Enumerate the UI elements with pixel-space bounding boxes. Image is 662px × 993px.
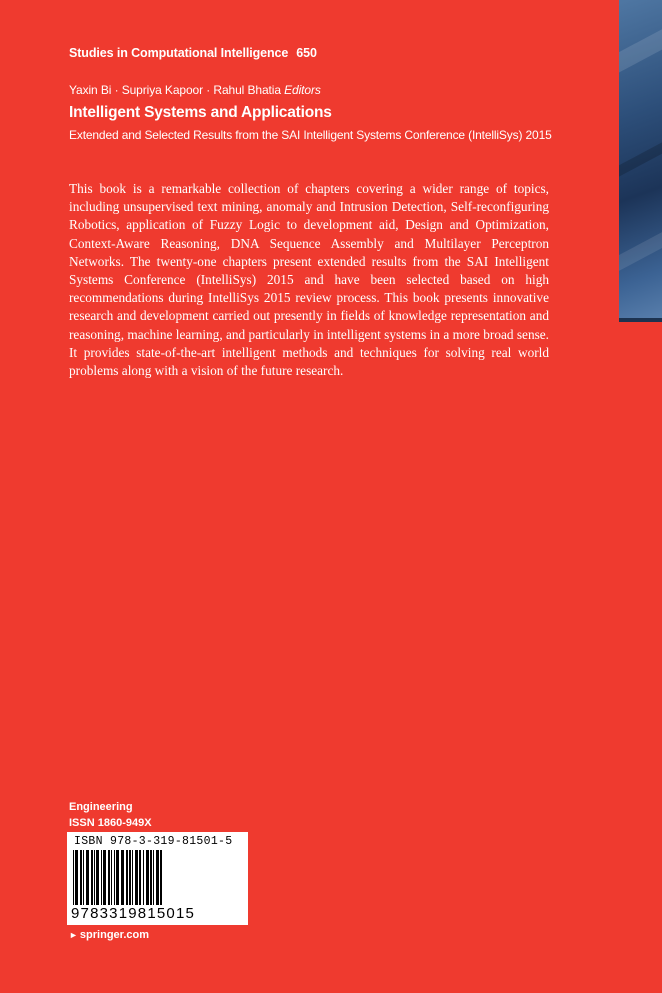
publisher-url[interactable] — [69, 929, 149, 941]
barcode-bar — [146, 850, 149, 905]
book-description: This book is a remarkable collection of chapters covering a wider range of topics, including unsupervised text mining, anomaly and Intrusion Detection, Self-reconfiguring Robotics, application of Fuzzy Logic to development aid, Design and Optimization, Context-Aware Reasoning, DNA Sequence Assembly and Multilayer Perceptron Networks. The twenty-one chapters present extended results from the SAI Intelligent Systems Conference (IntelliSys) 2015 and have been selected based on high recommendations during IntelliSys 2015 review process. This book presents innovative research and development carried out presently in fields of knowledge representation and reasoning, machine learning, and particularly in intelligent systems in a more broad sense. It provides state-of-the-art intelligent methods and techniques for solving real world problems along with a vision of the future research. — [69, 181, 549, 379]
cover-image-strip — [619, 0, 662, 322]
barcode-bar — [126, 850, 128, 905]
editor-names: Yaxin Bi · Supriya Kapoor · Rahul Bhatia — [69, 83, 281, 97]
series-volume: 650 — [296, 46, 317, 60]
barcode-bar — [129, 850, 131, 905]
barcode-bar — [139, 850, 141, 905]
barcode-bar — [150, 850, 152, 905]
barcode-bar — [108, 850, 110, 905]
barcode-digits: 9783319815015 — [71, 905, 196, 922]
issn-label: ISSN 1860-949X — [69, 817, 152, 829]
barcode — [71, 850, 244, 905]
barcode-bar — [160, 850, 162, 905]
series-line — [69, 46, 317, 60]
barcode-bar — [132, 850, 133, 905]
editors-line — [69, 83, 321, 97]
barcode-bar — [91, 850, 93, 905]
barcode-bar — [103, 850, 106, 905]
barcode-bar — [73, 850, 74, 905]
barcode-bar — [111, 850, 112, 905]
barcode-bar — [86, 850, 89, 905]
discipline-label: Engineering — [69, 801, 133, 813]
series-name: Studies in Computational Intelligence — [69, 46, 289, 60]
barcode-bar — [114, 850, 115, 905]
book-subtitle: Extended and Selected Results from the SAI Intelligent Systems Conference (IntelliSys) 2015 — [69, 128, 552, 142]
isbn-text: ISBN 978-3-319-81501-5 — [74, 835, 233, 848]
barcode-bar — [153, 850, 154, 905]
barcode-bar — [94, 850, 95, 905]
barcode-bar — [135, 850, 138, 905]
barcode-bar — [96, 850, 99, 905]
publisher-url-text: springer.com — [79, 929, 149, 941]
barcode-bar — [121, 850, 124, 905]
arrow-right-icon: ► — [69, 930, 78, 940]
barcode-bar — [80, 850, 82, 905]
barcode-bar — [116, 850, 119, 905]
barcode-bar — [75, 850, 78, 905]
barcode-box — [67, 832, 248, 925]
barcode-bar — [101, 850, 102, 905]
barcode-bar — [156, 850, 159, 905]
barcode-bar — [143, 850, 144, 905]
barcode-bar — [83, 850, 84, 905]
book-title: Intelligent Systems and Applications — [69, 104, 332, 121]
editor-role: Editors — [284, 83, 321, 97]
